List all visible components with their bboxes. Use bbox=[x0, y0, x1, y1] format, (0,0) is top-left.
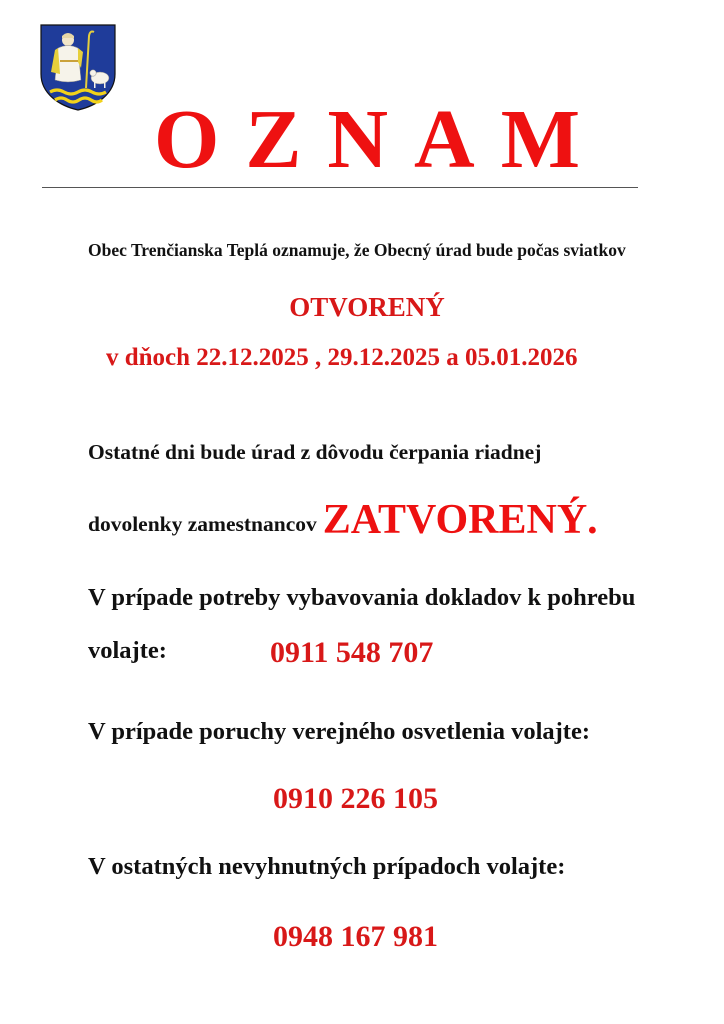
horizontal-divider bbox=[42, 187, 638, 188]
funeral-phone-number: 0911 548 707 bbox=[270, 636, 434, 669]
closed-status: ZATVORENÝ. bbox=[322, 497, 598, 543]
open-days: v dňoch 22.12.2025 , 29.12.2025 a 05.01.2026 bbox=[106, 344, 578, 371]
other-cases-contact-text: V ostatných nevyhnutných prípadoch volajte: bbox=[88, 853, 566, 880]
street-lighting-phone-number: 0910 226 105 bbox=[273, 782, 438, 815]
street-lighting-contact-text: V prípade poruchy verejného osvetlenia volajte: bbox=[88, 718, 590, 745]
closed-text-prefix: dovolenky zamestnancov bbox=[88, 512, 317, 536]
intro-text: Obec Trenčianska Teplá oznamuje, že Obecný úrad bude počas sviatkov bbox=[88, 240, 626, 260]
closed-text-line2 bbox=[88, 496, 598, 544]
closed-text-line1: Ostatné dni bude úrad z dôvodu čerpania riadnej bbox=[88, 440, 542, 464]
open-status: OTVORENÝ bbox=[289, 292, 445, 322]
other-cases-phone-number: 0948 167 981 bbox=[273, 920, 438, 953]
funeral-contact-call-label: volajte: bbox=[88, 637, 167, 664]
page-title: OZNAM bbox=[154, 93, 606, 186]
funeral-contact-text: V prípade potreby vybavovania dokladov k pohrebu bbox=[88, 584, 636, 611]
